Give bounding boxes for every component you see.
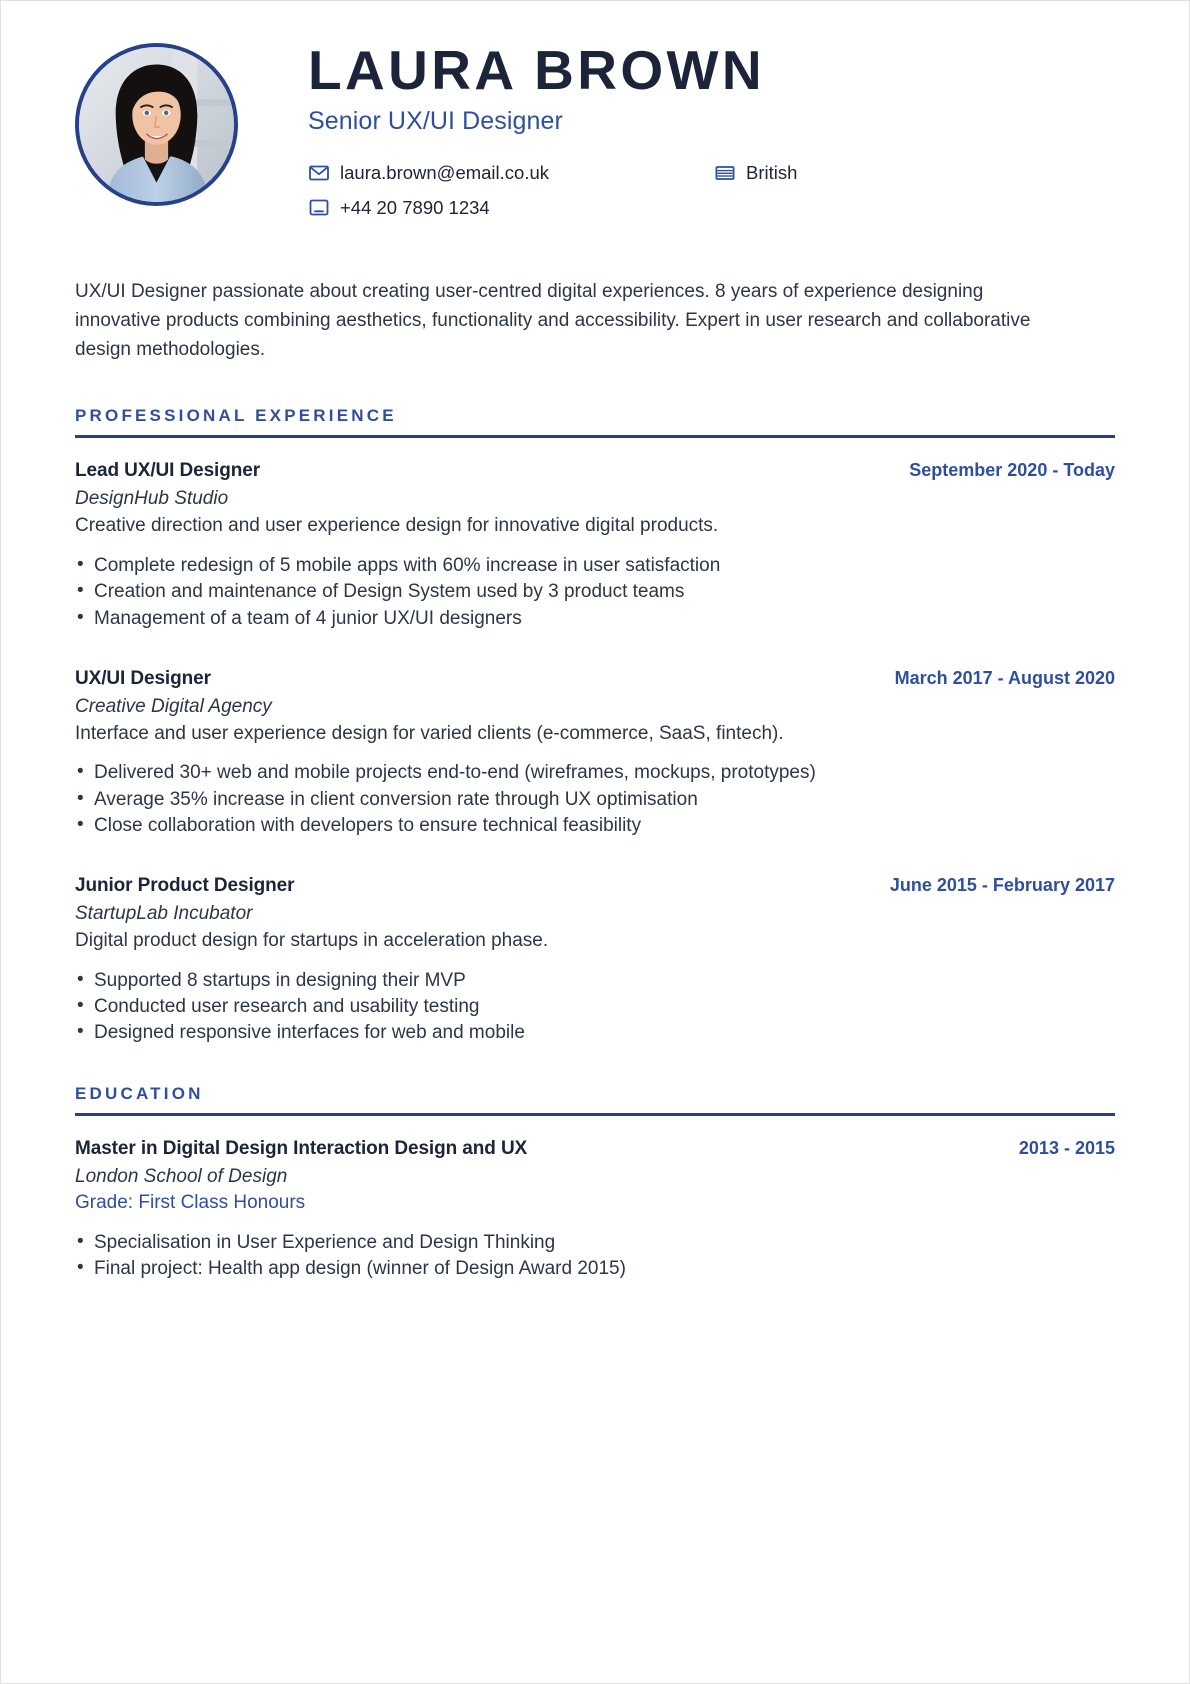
list-item: • Delivered 30+ web and mobile projects end-to-end (wireframes, mockups, prototypes) — [75, 760, 1115, 786]
contact-column-left — [308, 162, 714, 230]
list-item: • Creation and maintenance of Design System used by 3 product teams — [75, 579, 1115, 605]
avatar — [75, 43, 238, 206]
entry-organisation: StartupLab Incubator — [75, 903, 253, 925]
entry-dates: September 2020 - Today — [909, 460, 1115, 481]
entry-dates: 2013 - 2015 — [1018, 1138, 1115, 1159]
contact-column-right — [714, 162, 1014, 230]
experience-entry — [75, 668, 1115, 839]
entry-degree: Master in Digital Design Interaction Design and UX — [75, 1138, 528, 1160]
experience-entry — [75, 460, 1115, 631]
list-item: • Supported 8 startups in designing their MVP — [75, 968, 1115, 994]
section-title-education: EDUCATION — [75, 1084, 204, 1104]
entry-grade: Grade: First Class Honours — [75, 1192, 306, 1214]
section-education — [75, 1084, 1115, 1282]
contact-nationality-label: British — [746, 162, 798, 184]
resume-header — [75, 35, 1115, 231]
section-divider — [75, 1113, 1115, 1116]
page-title: LAURA BROWN — [308, 39, 765, 101]
entry-header — [75, 460, 1115, 482]
resume-content — [1, 1, 1189, 1283]
entry-role: UX/UI Designer — [75, 667, 211, 689]
header-main — [238, 39, 1115, 231]
contact-email-label: laura.brown@email.co.uk — [340, 162, 550, 184]
contact-grid — [308, 162, 1115, 230]
list-item: • Final project: Health app design (winner of Design Award 2015) — [75, 1256, 1115, 1282]
entry-header — [75, 668, 1115, 690]
contact-phone[interactable] — [308, 197, 714, 219]
list-item: • Complete redesign of 5 mobile apps with 60% increase in user satisfaction — [75, 553, 1115, 579]
entry-organisation: DesignHub Studio — [75, 488, 229, 510]
contact-email[interactable] — [308, 162, 714, 184]
section-title-experience: PROFESSIONAL EXPERIENCE — [75, 406, 397, 426]
entry-description: Interface and user experience design for varied clients (e-commerce, SaaS, fintech). — [75, 722, 784, 744]
section-divider — [75, 435, 1115, 438]
entry-dates: June 2015 - February 2017 — [889, 875, 1115, 896]
section-professional-experience — [75, 406, 1115, 1046]
list-item: • Conducted user research and usability testing — [75, 994, 1115, 1020]
entry-dates: March 2017 - August 2020 — [894, 667, 1115, 688]
list-item: • Average 35% increase in client conversion rate through UX optimisation — [75, 787, 1115, 813]
entry-header — [75, 1138, 1115, 1160]
list-item: • Designed responsive interfaces for web and mobile — [75, 1020, 1115, 1046]
experience-entry — [75, 875, 1115, 1046]
profile-summary: UX/UI Designer passionate about creating user-centred digital experiences. 8 years of experience designing innovative products combining aesthetics, functionality and accessibility. Expert in user research and collaborative design methodologies. — [75, 280, 1031, 360]
entry-description: Digital product design for startups in acceleration phase. — [75, 930, 549, 952]
list-item: • Management of a team of 4 junior UX/UI designers — [75, 606, 1115, 632]
entry-header — [75, 875, 1115, 897]
smartphone-icon — [308, 197, 329, 218]
contact-phone-label: +44 20 7890 1234 — [340, 196, 490, 218]
list-item: • Specialisation in User Experience and Design Thinking — [75, 1230, 1115, 1256]
id-card-icon — [714, 163, 735, 184]
entry-bullets — [75, 760, 1115, 839]
entry-description: Creative direction and user experience design for innovative digital products. — [75, 515, 719, 537]
entry-bullets — [75, 1230, 1115, 1282]
contact-nationality — [714, 162, 1014, 184]
entry-role: Lead UX/UI Designer — [75, 460, 260, 482]
avatar-wrapper — [75, 39, 238, 229]
profile-photo-icon — [79, 47, 234, 202]
entry-institution: London School of Design — [75, 1166, 288, 1188]
job-title: Senior UX/UI Designer — [308, 107, 563, 136]
entry-bullets — [75, 968, 1115, 1047]
education-entry — [75, 1138, 1115, 1282]
list-item: • Close collaboration with developers to ensure technical feasibility — [75, 813, 1115, 839]
entry-bullets — [75, 553, 1115, 632]
envelope-icon — [308, 163, 329, 184]
entry-role: Junior Product Designer — [75, 875, 295, 897]
entry-organisation: Creative Digital Agency — [75, 695, 272, 717]
